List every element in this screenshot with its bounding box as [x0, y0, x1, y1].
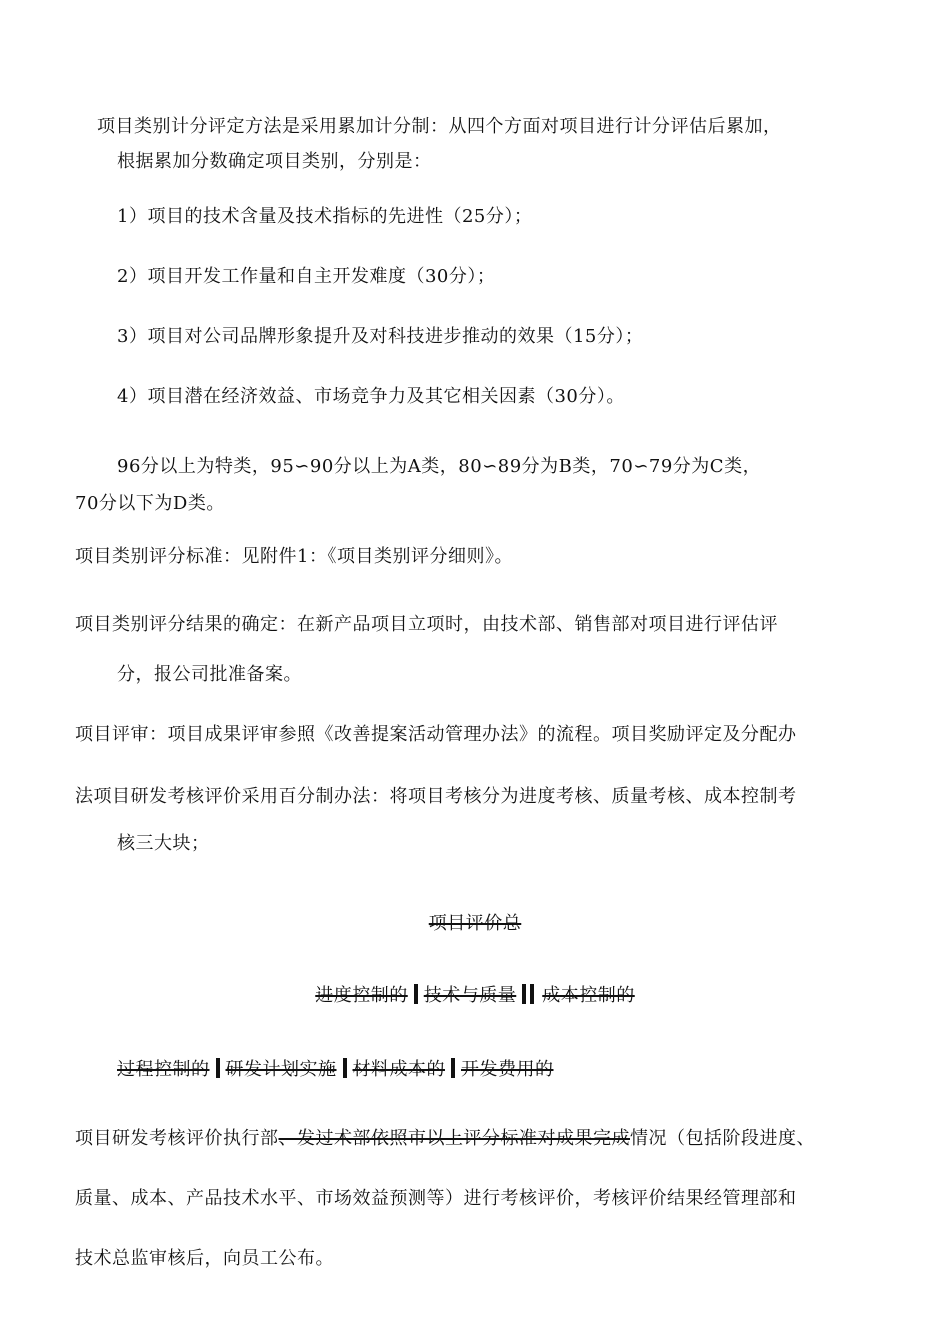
chart-node-tech-quality: 技术与质量: [423, 985, 517, 1006]
review-line3: 核三大块；: [117, 833, 210, 854]
closing-line2: 质量、成本、产品技术水平、市场效益预测等）进行考核评价，考核评价结果经管理部和: [75, 1188, 797, 1209]
chart-node-dev-cost: 开发费用的: [461, 1059, 554, 1080]
chart-node-rd-plan: 研发计划实施: [225, 1059, 337, 1080]
review-line1: 项目评审：项目成果评审参照《改善提案活动管理办法》的流程。项目奖励评定及分配办: [75, 724, 797, 745]
chart-row-2: [0, 984, 950, 1008]
closing-line1-end: 情况（包括阶段进度、: [630, 1128, 815, 1149]
separator-bar: [216, 1058, 220, 1078]
result-line1: 项目类别评分结果的确定：在新产品项目立项时，由技术部、销售部对项目进行评估评: [75, 614, 778, 635]
separator-bar: [451, 1058, 455, 1078]
separator-bar: [530, 984, 534, 1004]
paragraph-method-line1: 项目类别计分评定方法是采用累加计分制：从四个方面对项目进行计分评估后累加，: [97, 116, 782, 137]
review-line2: 法项目研发考核评价采用百分制办法：将项目考核分为进度考核、质量考核、成本控制考: [75, 786, 797, 807]
closing-line1-struck: 、发过术部依照市以上评分标准对成果完成: [278, 1128, 630, 1149]
paragraph-method-line2: 根据累加分数确定项目类别，分别是：: [117, 151, 432, 172]
chart-node-cost: 成本控制的: [542, 985, 635, 1006]
criteria-item-3: 3）项目对公司品牌形象提升及对科技进步推动的效果（15分）；: [117, 326, 644, 347]
separator-bar: [522, 984, 526, 1004]
chart-node-material-cost: 材料成本的: [352, 1059, 445, 1080]
chart-top-node: [0, 912, 950, 936]
chart-top-label: 项目评价总: [428, 913, 522, 934]
closing-line1: [75, 1127, 815, 1151]
criteria-item-1: 1）项目的技术含量及技术指标的先进性（25分）；: [117, 206, 533, 227]
grade-rule-line1: 96分以上为特类，95∽90分以上为A类，80∽89分为B类，70∽79分为C类，: [117, 456, 762, 477]
scoring-standard: 项目类别评分标准：见附件1：《项目类别评分细则》。: [75, 546, 513, 567]
criteria-item-2: 2）项目开发工作量和自主开发难度（30分）；: [117, 266, 496, 287]
chart-row-3: [117, 1058, 554, 1082]
chart-node-progress: 进度控制的: [315, 985, 408, 1006]
grade-rule-line2: 70分以下为D类。: [75, 493, 225, 514]
separator-bar: [414, 984, 418, 1004]
closing-line1-start: 项目研发考核评价执行部: [75, 1128, 279, 1149]
result-line2: 分，报公司批准备案。: [117, 664, 302, 685]
closing-line3: 技术总监审核后，向员工公布。: [75, 1248, 334, 1269]
chart-node-process: 过程控制的: [117, 1059, 210, 1080]
separator-bar: [343, 1058, 347, 1078]
criteria-item-4: 4）项目潜在经济效益、市场竞争力及其它相关因素（30分）。: [117, 386, 625, 407]
